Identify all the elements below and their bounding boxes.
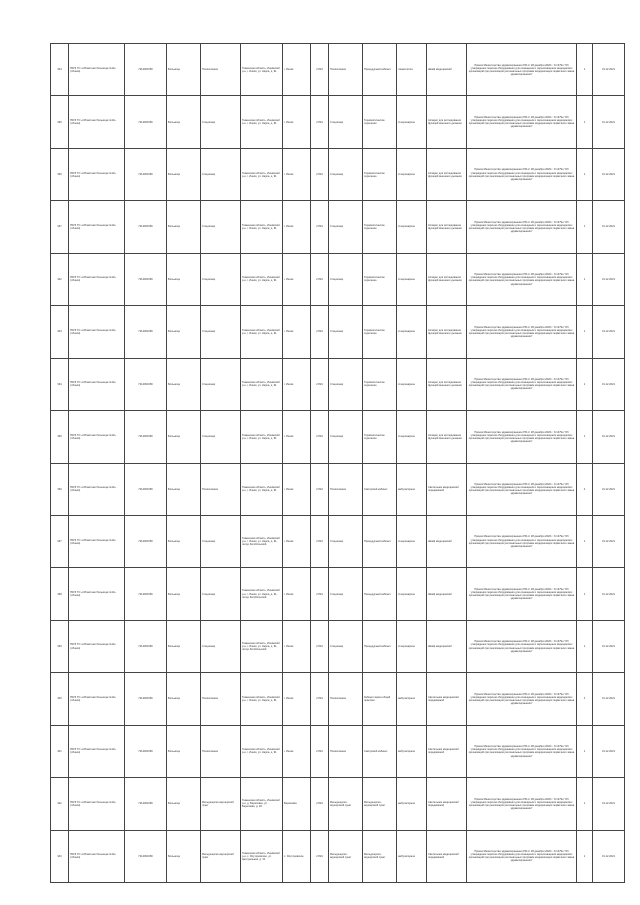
- row-number-cell: 335: [51, 96, 69, 148]
- legal-basis-cell: Приказ Министерства здравоохранения РФ от 28 декабря 2020 г. N 1379н "Об утверждении перечня оборудования для оснащения и переоснащения медицинских организаций при реализации региональных программ модернизации первичного звена здравоохранения": [467, 725, 577, 777]
- row-number-cell: 335: [51, 411, 69, 463]
- quantity-cell: 1: [577, 44, 593, 96]
- address-cell: Тюменская область, Ишимский р-н, г. Ишим, ул. Карла, д. 91: [241, 44, 283, 96]
- address-cell: Тюменская область, Ишимский р-н, г. Ишим, ул. Карла, д. 91: [241, 253, 283, 305]
- okato-code-cell: 2 824: [311, 201, 329, 253]
- legal-basis-cell: Приказ Министерства здравоохранения РФ от 28 декабря 2020 г. N 1379н "Об утверждении перечня оборудования для оснащения и переоснащения медицинских организаций при реализации региональных программ модернизации первичного звена здравоохранения": [467, 201, 577, 253]
- org-name-cell: ГБУЗ ТО «Областная больница №13» (г.Ишим): [69, 201, 125, 253]
- equipment-table: [50, 43, 625, 883]
- quantity-cell: 1: [577, 201, 593, 253]
- care-type-cell: амбулаторное: [397, 778, 427, 830]
- org-name-cell: ГБУЗ ТО «Областная больница №13» (г.Ишим): [69, 778, 125, 830]
- okato-code-cell: 2 824: [311, 725, 329, 777]
- org-type-cell: Больница: [167, 725, 201, 777]
- department-cell: Стационар: [201, 96, 241, 148]
- okato-code-cell: 2 824: [311, 44, 329, 96]
- okato-code-cell: 2 824: [311, 778, 329, 830]
- org-name-cell: ГБУЗ ТО «Областная больница №13» (г.Ишим): [69, 830, 125, 882]
- org-code-cell: 7214001666: [125, 148, 167, 200]
- org-type-cell: Больница: [167, 148, 201, 200]
- org-type-cell: Больница: [167, 830, 201, 882]
- care-type-cell: амбулаторное: [397, 725, 427, 777]
- org-code-cell: 7214001666: [125, 725, 167, 777]
- locality-cell: г. Ишим: [283, 725, 311, 777]
- org-code-cell: 7214001666: [125, 515, 167, 567]
- deadline-date-cell: 31.12.2021: [593, 568, 625, 620]
- org-name-cell: ГБУЗ ТО «Областная больница №13» (г.Ишим): [69, 515, 125, 567]
- okato-code-cell: 2 824: [311, 515, 329, 567]
- room-name-cell: Смотровой кабинет: [363, 725, 397, 777]
- care-type-cell: амбулаторное: [397, 463, 427, 515]
- deadline-date-cell: 31.12.2021: [593, 201, 625, 253]
- unit-kind-cell: Фельдшерско-акушерский пункт: [329, 778, 363, 830]
- org-code-cell: 7214001666: [125, 568, 167, 620]
- row-number-cell: 334: [51, 358, 69, 410]
- org-code-cell: 7214001666: [125, 778, 167, 830]
- equipment-name-cell: Аппарат для исследования функций внешнего дыхания: [427, 201, 467, 253]
- care-type-cell: стационарное: [397, 253, 427, 305]
- equipment-name-cell: Шкаф медицинский: [427, 515, 467, 567]
- locality-cell: г. Ишим: [283, 201, 311, 253]
- locality-cell: г. Ишим: [283, 358, 311, 410]
- locality-cell: г. Ишим: [283, 148, 311, 200]
- department-cell: Стационар: [201, 306, 241, 358]
- org-name-cell: ГБУЗ ТО «Областная больница №13» (г.Ишим): [69, 411, 125, 463]
- unit-kind-cell: Стационар: [329, 306, 363, 358]
- locality-cell: Березовка: [283, 778, 311, 830]
- table-row: [51, 96, 625, 148]
- table-row: [51, 725, 625, 777]
- quantity-cell: 1: [577, 358, 593, 410]
- deadline-date-cell: 31.12.2021: [593, 778, 625, 830]
- legal-basis-cell: Приказ Министерства здравоохранения РФ от 28 декабря 2020 г. N 1379н "Об утверждении перечня оборудования для оснащения и переоснащения медицинских организаций при реализации региональных программ модернизации первичного звена здравоохранения": [467, 253, 577, 305]
- department-cell: Поликлиника: [201, 463, 241, 515]
- room-name-cell: Процедурный кабинет: [363, 515, 397, 567]
- org-name-cell: ГБУЗ ТО «Областная больница №13» (г.Ишим): [69, 358, 125, 410]
- table-row: [51, 201, 625, 253]
- quantity-cell: 1: [577, 778, 593, 830]
- deadline-date-cell: 31.12.2021: [593, 253, 625, 305]
- org-code-cell: 7214001666: [125, 673, 167, 725]
- table-row: [51, 568, 625, 620]
- room-name-cell: Смотровой кабинет: [363, 463, 397, 515]
- locality-cell: г. Ишим: [283, 673, 311, 725]
- equipment-name-cell: Шкаф медицинский: [427, 568, 467, 620]
- equipment-name-cell: Светильник медицинский передвижной: [427, 830, 467, 882]
- quantity-cell: 1: [577, 568, 593, 620]
- table-row: [51, 44, 625, 96]
- deadline-date-cell: 31.12.2021: [593, 358, 625, 410]
- room-name-cell: Терапевтическое отделение: [363, 96, 397, 148]
- room-name-cell: Фельдшерско-акушерский пункт: [363, 830, 397, 882]
- okato-code-cell: 2 824: [311, 673, 329, 725]
- row-number-cell: 336: [51, 148, 69, 200]
- legal-basis-cell: Приказ Министерства здравоохранения РФ от 28 декабря 2020 г. N 1379н "Об утверждении перечня оборудования для оснащения и переоснащения медицинских организаций при реализации региональных программ модернизации первичного звена здравоохранения": [467, 515, 577, 567]
- department-cell: Стационар: [201, 358, 241, 410]
- table-body: [51, 44, 625, 883]
- org-name-cell: ГБУЗ ТО «Областная больница №13» (г.Ишим): [69, 96, 125, 148]
- equipment-name-cell: Аппарат для исследования функций внешнего дыхания: [427, 358, 467, 410]
- address-cell: Тюменская область, Ишимский р-н, г. Ишим, ул. Карла, д. 91, литер Затобольский: [241, 515, 283, 567]
- address-cell: Тюменская область, Ишимский р-н, г. Ишим, ул. Карла, д. 91: [241, 725, 283, 777]
- room-name-cell: Терапевтическое отделение: [363, 201, 397, 253]
- quantity-cell: 1: [577, 411, 593, 463]
- org-code-cell: 7214001666: [125, 620, 167, 672]
- locality-cell: г. Ишим: [283, 463, 311, 515]
- org-name-cell: ГБУЗ ТО «Областная больница №13» (г.Ишим): [69, 44, 125, 96]
- department-cell: Стационар: [201, 253, 241, 305]
- locality-cell: г. Ишим: [283, 306, 311, 358]
- department-cell: Стационар: [201, 201, 241, 253]
- okato-code-cell: 2 824: [311, 411, 329, 463]
- legal-basis-cell: Приказ Министерства здравоохранения РФ от 28 декабря 2020 г. N 1379н "Об утверждении перечня оборудования для оснащения и переоснащения медицинских организаций при реализации региональных программ модернизации первичного звена здравоохранения": [467, 358, 577, 410]
- row-number-cell: 337: [51, 515, 69, 567]
- okato-code-cell: 2 824: [311, 96, 329, 148]
- deadline-date-cell: 31.12.2021: [593, 830, 625, 882]
- legal-basis-cell: Приказ Министерства здравоохранения РФ от 28 декабря 2020 г. N 1379н "Об утверждении перечня оборудования для оснащения и переоснащения медицинских организаций при реализации региональных программ модернизации первичного звена здравоохранения": [467, 778, 577, 830]
- unit-kind-cell: Стационар: [329, 515, 363, 567]
- room-name-cell: Терапевтическое отделение: [363, 148, 397, 200]
- equipment-name-cell: Аппарат для исследования функций внешнего дыхания: [427, 306, 467, 358]
- locality-cell: г. Ишим: [283, 44, 311, 96]
- room-name-cell: Терапевтическое отделение: [363, 253, 397, 305]
- department-cell: Стационар: [201, 411, 241, 463]
- table-row: [51, 515, 625, 567]
- address-cell: Тюменская область, Ишимский р-н, г. Ишим, ул. Карла, д. 91: [241, 201, 283, 253]
- legal-basis-cell: Приказ Министерства здравоохранения РФ от 28 декабря 2020 г. N 1379н "Об утверждении перечня оборудования для оснащения и переоснащения медицинских организаций при реализации региональных программ модернизации первичного звена здравоохранения": [467, 830, 577, 882]
- org-code-cell: 7214001666: [125, 201, 167, 253]
- table-row: [51, 148, 625, 200]
- department-cell: Стационар: [201, 568, 241, 620]
- deadline-date-cell: 31.12.2021: [593, 463, 625, 515]
- legal-basis-cell: Приказ Министерства здравоохранения РФ от 28 декабря 2020 г. N 1379н "Об утверждении перечня оборудования для оснащения и переоснащения медицинских организаций при реализации региональных программ модернизации первичного звена здравоохранения": [467, 411, 577, 463]
- okato-code-cell: 2 824: [311, 148, 329, 200]
- deadline-date-cell: 31.12.2021: [593, 725, 625, 777]
- org-code-cell: 7214001666: [125, 830, 167, 882]
- unit-kind-cell: Стационар: [329, 411, 363, 463]
- org-name-cell: ГБУЗ ТО «Областная больница №13» (г.Ишим): [69, 253, 125, 305]
- org-type-cell: Больница: [167, 620, 201, 672]
- unit-kind-cell: Стационар: [329, 253, 363, 305]
- deadline-date-cell: 31.12.2021: [593, 515, 625, 567]
- care-type-cell: стационарное: [397, 411, 427, 463]
- care-type-cell: амбулаторное: [397, 673, 427, 725]
- department-cell: Стационар: [201, 620, 241, 672]
- address-cell: Тюменская область, Ишимский р-н, г. Ишим, ул. Карла, д. 91: [241, 673, 283, 725]
- equipment-name-cell: Светильник медицинский передвижной: [427, 673, 467, 725]
- row-number-cell: 342: [51, 253, 69, 305]
- org-type-cell: Больница: [167, 411, 201, 463]
- org-code-cell: 7214001666: [125, 463, 167, 515]
- room-name-cell: Кабинет врача общей практики: [363, 673, 397, 725]
- org-name-cell: ГБУЗ ТО «Областная больница №13» (г.Ишим): [69, 306, 125, 358]
- quantity-cell: 1: [577, 148, 593, 200]
- equipment-name-cell: Светильник медицинский передвижной: [427, 725, 467, 777]
- table-row: [51, 830, 625, 882]
- unit-kind-cell: Поликлиника: [329, 44, 363, 96]
- org-type-cell: Больница: [167, 463, 201, 515]
- org-name-cell: ГБУЗ ТО «Областная больница №13» (г.Ишим): [69, 148, 125, 200]
- address-cell: Тюменская область, Ишимский р-н, г. Ишим, ул. Карла, д. 91: [241, 411, 283, 463]
- address-cell: Тюменская область, Ишимский р-н, г. Ишим, ул. Карла, д. 91: [241, 463, 283, 515]
- unit-kind-cell: Стационар: [329, 148, 363, 200]
- okato-code-cell: 2 824: [311, 830, 329, 882]
- quantity-cell: 1: [577, 515, 593, 567]
- address-cell: Тюменская область, Ишимский р-н, д. Березовка, ул. Береговая, д. 18: [241, 778, 283, 830]
- deadline-date-cell: 31.12.2021: [593, 306, 625, 358]
- row-number-cell: 334: [51, 44, 69, 96]
- legal-basis-cell: Приказ Министерства здравоохранения РФ от 28 декабря 2020 г. N 1379н "Об утверждении перечня оборудования для оснащения и переоснащения медицинских организаций при реализации региональных программ модернизации первичного звена здравоохранения": [467, 568, 577, 620]
- org-code-cell: 7214001666: [125, 44, 167, 96]
- deadline-date-cell: 31.12.2021: [593, 148, 625, 200]
- equipment-name-cell: Аппарат для исследования функций внешнего дыхания: [427, 411, 467, 463]
- org-name-cell: ГБУЗ ТО «Областная больница №13» (г.Ишим): [69, 673, 125, 725]
- department-cell: Фельдшерско-акушерский пункт: [201, 778, 241, 830]
- address-cell: Тюменская область, Ишимский р-н, г. Ишим, ул. Карла, д. 91, литер Затобольский: [241, 568, 283, 620]
- deadline-date-cell: 31.12.2021: [593, 620, 625, 672]
- table-row: [51, 778, 625, 830]
- table-row: [51, 306, 625, 358]
- legal-basis-cell: Приказ Министерства здравоохранения РФ от 28 декабря 2020 г. N 1379н "Об утверждении перечня оборудования для оснащения и переоснащения медицинских организаций при реализации региональных программ модернизации первичного звена здравоохранения": [467, 44, 577, 96]
- org-name-cell: ГБУЗ ТО «Областная больница №13» (г.Ишим): [69, 568, 125, 620]
- quantity-cell: 1: [577, 620, 593, 672]
- equipment-name-cell: Светильник медицинский передвижной: [427, 778, 467, 830]
- unit-kind-cell: Стационар: [329, 620, 363, 672]
- org-type-cell: Больница: [167, 568, 201, 620]
- okato-code-cell: 2 824: [311, 568, 329, 620]
- org-type-cell: Больница: [167, 358, 201, 410]
- org-type-cell: Больница: [167, 44, 201, 96]
- address-cell: Тюменская область, Ишимский р-н, г. Ишим, ул. Карла, д. 91: [241, 148, 283, 200]
- quantity-cell: 1: [577, 306, 593, 358]
- room-name-cell: Терапевтическое отделение: [363, 306, 397, 358]
- locality-cell: с. Ялуторовское: [283, 830, 311, 882]
- quantity-cell: 1: [577, 96, 593, 148]
- room-name-cell: Процедурный кабинет: [363, 620, 397, 672]
- okato-code-cell: 2 824: [311, 306, 329, 358]
- department-cell: Поликлиника: [201, 725, 241, 777]
- row-number-cell: 337: [51, 201, 69, 253]
- quantity-cell: 1: [577, 725, 593, 777]
- department-cell: Стационар: [201, 515, 241, 567]
- org-type-cell: Больница: [167, 778, 201, 830]
- org-type-cell: Больница: [167, 673, 201, 725]
- unit-kind-cell: Стационар: [329, 96, 363, 148]
- equipment-name-cell: Светильник медицинский передвижной: [427, 463, 467, 515]
- department-cell: Поликлиника: [201, 44, 241, 96]
- table-row: [51, 253, 625, 305]
- org-code-cell: 7214001666: [125, 358, 167, 410]
- deadline-date-cell: 31.12.2021: [593, 96, 625, 148]
- care-type-cell: стационарное: [397, 568, 427, 620]
- deadline-date-cell: 31.12.2021: [593, 411, 625, 463]
- quantity-cell: 4: [577, 463, 593, 515]
- legal-basis-cell: Приказ Министерства здравоохранения РФ от 28 декабря 2020 г. N 1379н "Об утверждении перечня оборудования для оснащения и переоснащения медицинских организаций при реализации региональных программ модернизации первичного звена здравоохранения": [467, 148, 577, 200]
- org-code-cell: 7214001666: [125, 411, 167, 463]
- org-type-cell: Больница: [167, 515, 201, 567]
- unit-kind-cell: Стационар: [329, 201, 363, 253]
- legal-basis-cell: Приказ Министерства здравоохранения РФ от 28 декабря 2020 г. N 1379н "Об утверждении перечня оборудования для оснащения и переоснащения медицинских организаций при реализации региональных программ модернизации первичного звена здравоохранения": [467, 673, 577, 725]
- org-name-cell: ГБУЗ ТО «Областная больница №13» (г.Ишим): [69, 463, 125, 515]
- equipment-name-cell: Аппарат для исследования функций внешнего дыхания: [427, 253, 467, 305]
- document-sheet: [50, 43, 624, 883]
- row-number-cell: 343: [51, 306, 69, 358]
- legal-basis-cell: Приказ Министерства здравоохранения РФ от 28 декабря 2020 г. N 1379н "Об утверждении перечня оборудования для оснащения и переоснащения медицинских организаций при реализации региональных программ модернизации первичного звена здравоохранения": [467, 620, 577, 672]
- equipment-name-cell: Аппарат для исследования функций внешнего дыхания: [427, 96, 467, 148]
- care-type-cell: стационарное: [397, 515, 427, 567]
- org-type-cell: Больница: [167, 306, 201, 358]
- org-code-cell: 7214001666: [125, 96, 167, 148]
- table-row: [51, 620, 625, 672]
- org-code-cell: 7214001666: [125, 253, 167, 305]
- care-type-cell: стационарное: [397, 358, 427, 410]
- locality-cell: г. Ишим: [283, 515, 311, 567]
- deadline-date-cell: 31.12.2021: [593, 673, 625, 725]
- locality-cell: г. Ишим: [283, 411, 311, 463]
- unit-kind-cell: Фельдшерско-акушерский пункт: [329, 830, 363, 882]
- org-code-cell: 7214001666: [125, 306, 167, 358]
- table-row: [51, 358, 625, 410]
- equipment-name-cell: Аппарат для исследования функций внешнего дыхания: [427, 148, 467, 200]
- care-type-cell: стационарное: [397, 306, 427, 358]
- locality-cell: г. Ишим: [283, 253, 311, 305]
- equipment-name-cell: Шкаф медицинский: [427, 620, 467, 672]
- org-name-cell: ГБУЗ ТО «Областная больница №13» (г.Ишим): [69, 725, 125, 777]
- quantity-cell: 4: [577, 673, 593, 725]
- locality-cell: г. Ишим: [283, 96, 311, 148]
- row-number-cell: 340: [51, 673, 69, 725]
- org-type-cell: Больница: [167, 96, 201, 148]
- table-row: [51, 411, 625, 463]
- unit-kind-cell: Поликлиника: [329, 463, 363, 515]
- legal-basis-cell: Приказ Министерства здравоохранения РФ от 28 декабря 2020 г. N 1379н "Об утверждении перечня оборудования для оснащения и переоснащения медицинских организаций при реализации региональных программ модернизации первичного звена здравоохранения": [467, 463, 577, 515]
- unit-kind-cell: Поликлиника: [329, 725, 363, 777]
- address-cell: Тюменская область, Ишимский р-н, г. Ишим, ул. Карла, д. 91: [241, 306, 283, 358]
- room-name-cell: Фельдшерско-акушерский пункт: [363, 778, 397, 830]
- okato-code-cell: 2 824: [311, 620, 329, 672]
- row-number-cell: 339: [51, 620, 69, 672]
- org-name-cell: ГБУЗ ТО «Областная больница №13» (г.Ишим): [69, 620, 125, 672]
- care-type-cell: амбулаторное: [397, 830, 427, 882]
- row-number-cell: 336: [51, 463, 69, 515]
- room-name-cell: Процедурный кабинет: [363, 568, 397, 620]
- care-type-cell: стационарное: [397, 96, 427, 148]
- address-cell: Тюменская область, Ишимский р-н, г. Ишим, ул. Карла, д. 91, литер Затобольский: [241, 620, 283, 672]
- care-type-cell: стационарное: [397, 148, 427, 200]
- okato-code-cell: 2 824: [311, 463, 329, 515]
- department-cell: Стационар: [201, 148, 241, 200]
- address-cell: Тюменская область, Ишимский р-н, г. Ишим, ул. Карла, д. 91: [241, 358, 283, 410]
- care-type-cell: стационарное: [397, 201, 427, 253]
- legal-basis-cell: Приказ Министерства здравоохранения РФ от 28 декабря 2020 г. N 1379н "Об утверждении перечня оборудования для оснащения и переоснащения медицинских организаций при реализации региональных программ модернизации первичного звена здравоохранения": [467, 96, 577, 148]
- org-type-cell: Больница: [167, 201, 201, 253]
- row-number-cell: 341: [51, 725, 69, 777]
- table-row: [51, 463, 625, 515]
- quantity-cell: 1: [577, 830, 593, 882]
- legal-basis-cell: Приказ Министерства здравоохранения РФ от 28 декабря 2020 г. N 1379н "Об утверждении перечня оборудования для оснащения и переоснащения медицинских организаций при реализации региональных программ модернизации первичного звена здравоохранения": [467, 306, 577, 358]
- care-type-cell: стационарное: [397, 620, 427, 672]
- page-mark: [296, 892, 336, 900]
- table-row: [51, 673, 625, 725]
- room-name-cell: Процедурный кабинет: [363, 44, 397, 96]
- unit-kind-cell: Поликлиника: [329, 673, 363, 725]
- unit-kind-cell: Стационар: [329, 358, 363, 410]
- okato-code-cell: 2 824: [311, 358, 329, 410]
- row-number-cell: 343: [51, 830, 69, 882]
- org-type-cell: Больница: [167, 253, 201, 305]
- deadline-date-cell: 31.12.2021: [593, 44, 625, 96]
- address-cell: Тюменская область, Ишимский р-н, г. Ишим, ул. Карла, д. 91: [241, 96, 283, 148]
- okato-code-cell: 2 824: [311, 253, 329, 305]
- locality-cell: г. Ишим: [283, 620, 311, 672]
- quantity-cell: 1: [577, 253, 593, 305]
- locality-cell: г. Ишим: [283, 568, 311, 620]
- address-cell: Тюменская область, Ишимский р-н, с. Ялуторовское, ул. Центральная, д. 31: [241, 830, 283, 882]
- care-type-cell: гинекология: [397, 44, 427, 96]
- room-name-cell: Терапевтическое отделение: [363, 411, 397, 463]
- room-name-cell: Терапевтическое отделение: [363, 358, 397, 410]
- unit-kind-cell: Стационар: [329, 568, 363, 620]
- equipment-name-cell: Шкаф медицинский: [427, 44, 467, 96]
- department-cell: Поликлиника: [201, 673, 241, 725]
- department-cell: Фельдшерско-акушерский пункт: [201, 830, 241, 882]
- row-number-cell: 342: [51, 778, 69, 830]
- row-number-cell: 338: [51, 568, 69, 620]
